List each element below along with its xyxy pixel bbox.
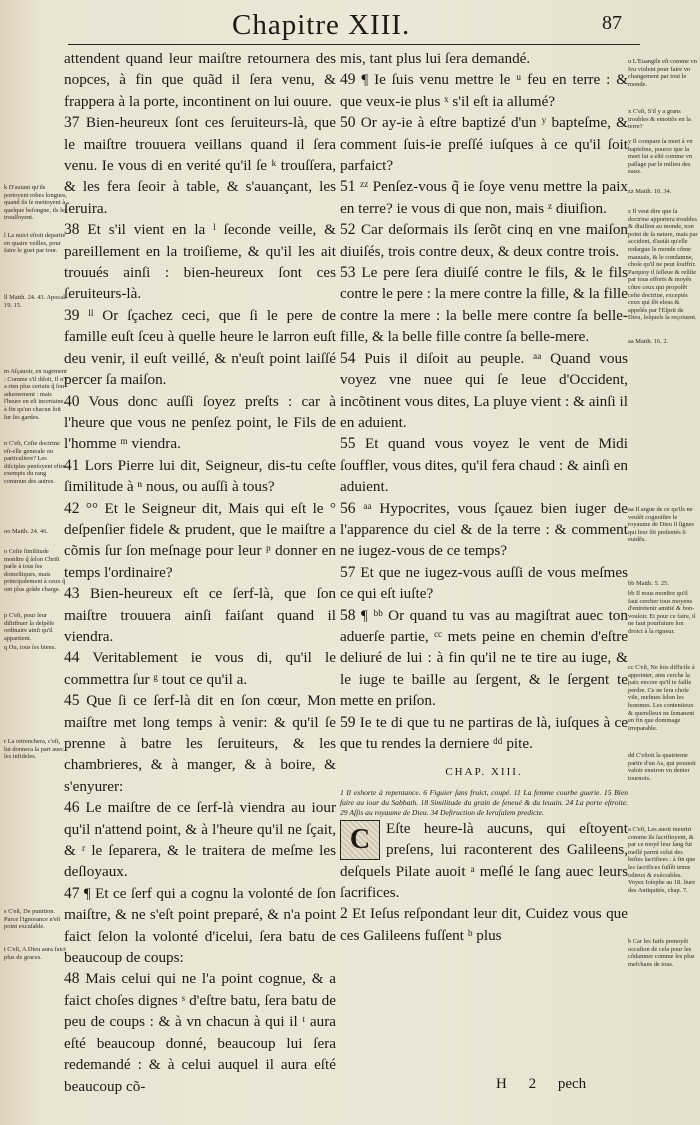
verse-text: °° Et le Seigneur dit, Mais qui eſt le ° deſpenſier fidele & prudent, que le maiſtre a cõmis ſur ſon meſnage pour leur ᵖ donner en temps l'ordinaire? [64, 499, 337, 581]
verse-number: 43 [64, 585, 80, 603]
verse-number: 53 [340, 264, 356, 282]
margin-note: bb Il nous monſtre qu'il faut cercher tous moyens d'entretenir amitié & bon-vouloir. Et pour ce faire, il ne faut pourſuiure ſon droict à la rigueur. [628, 590, 696, 635]
verse [340, 433, 628, 497]
verse-number: 38 [64, 221, 80, 239]
verse-text: ˡˡ Or ſçachez ceci, que ſi le pere de famille euſt ſceu à quelle heure le larron euſt deu venir, il euſt veillé, & n'euſt point laiſſé percer ſa maiſon. [64, 306, 336, 389]
margin-note: z Il veut dire que ſa doctrine apportera troubles & diuiſion au monde, non point de ſa nature, mais par accident, d'autãt qu'elle redargue le monde cõme mauuais, & le condamne, choſe qu'il ne peut ſouffrir. Parquoy il ſeſleue & reſiſte par tous efforts & moyẽs côtre ceux qui propoſẽt ceſte doctrine, exceptés ceux qui ſõt eleus & appelés par l'Eſprit de Dieu, leſquels la reçoiuent. [628, 208, 698, 322]
verse-2-text: Et Ieſus reſpondant leur dit, Cuidez vous que ces Galileens fuſſent ᵇ plus [340, 905, 629, 944]
verse-number: 37 [64, 114, 80, 132]
verse-text: attendent quand leur maiſtre retournera des nopces, à fin que quãd il ſera venu, & frappera à la porte, incontinent on lui ouure. [64, 50, 336, 110]
margin-note: bb Matth. 5. 25. [628, 580, 669, 587]
verse [64, 219, 336, 305]
page-number: 87 [602, 12, 622, 34]
verse [340, 219, 628, 262]
margin-note: u L'Euangile eſt comme vn feu violent pour faire vn changement par tout le monde. [628, 58, 697, 88]
margin-note: cc C'eſt, Ne ſois difficile à appointer, ains cerche la paix encore qu'il te faille perdre. Ce ne ſera choſe vile, meſmes ſelon les hommes. Les contentieux & querelleux ne ſemanent en fin que dommage irreparable. [628, 664, 695, 732]
verse-text: Or ay-ie à eſtre baptizé d'un ʸ bapteſme, & comment ſuis-ie preſſé iuſques à ce qu'il ſoit parfaict? [340, 114, 628, 175]
verse-text: Que ſi ce ſerf-là dit en ſon cœur, Mon maiſtre met long temps à venir: & qu'il ſe prenne à batre les ſeruiteurs, & les chambrieres, & à manger, & à boire, & s'enyurer: [64, 692, 336, 795]
verse-text: Et que ne iugez-vous auſſi de vous meſmes ce qui eſt iuſte? [340, 563, 629, 603]
verse-number: 40 [64, 392, 80, 410]
margin-note: y Il compare ſa mort à vn bapteſme, pource que la mort lui a eſté comme vn paſſage par le milieu des eaux. [628, 138, 693, 176]
catchword: pech [557, 1076, 587, 1092]
verse [340, 262, 628, 348]
page-footer [496, 1076, 636, 1093]
verse-number: 52 [340, 221, 356, 239]
verse-number: 48 [64, 970, 80, 988]
running-head: Chapitre XIII. [232, 9, 411, 41]
margin-note: zz Matth. 10. 34. [628, 188, 672, 195]
margin-note: m Aſçauoir, en iugement : Comme s'il diſoit, Il n'y a rien plus certain q̃ ſon aduenement : mais l'heure en eſt incertaine, à fin qu'un chacun ſoit ſur ſes gardes. [4, 368, 68, 421]
verse-number: 56 [340, 499, 356, 517]
chapter-heading: CHAP. XIII. [445, 766, 523, 779]
margin-note: oo Matth. 24. 46. [4, 528, 49, 535]
verse-text: Lors Pierre lui dit, Seigneur, dis-tu ceſte ſimilitude à ⁿ nous, ou auſſi à tous? [64, 456, 336, 496]
verse [64, 498, 336, 584]
verse [340, 562, 628, 605]
verse-number: 45 [64, 692, 80, 710]
verse-number: 49 [340, 71, 356, 89]
verse-text: Le pere ſera diuiſé contre le fils, & le fils contre le pere : la mere contre la fille, & la fille contre la mere : la belle mere contre ſa belle-fille, & la belle fille contre ſa belle-mere. [340, 264, 628, 346]
verse-text: Bien-heureux ſont ces ſeruiteurs-là, que le maiſtre trouuera veillans quand il ſera venu. Ie vous di en verité qu'il ſe ᵏ trouſſera, & les fera ſeoir à table, & s'auançant, les ſeruira. [64, 114, 336, 217]
verse-number: 55 [340, 435, 356, 453]
verse-text: mis, tant plus lui ſera demandé. [340, 50, 531, 67]
margin-note: x C'eſt, S'il y a grans troubles & emotiõs en la terre? [628, 108, 691, 131]
verse [64, 690, 336, 797]
chapter-summary: 1 Il exhorte à repentance. 6 Figuier ſans fruict, coupé. 11 La femme courbe guerie. 15 Bien faire au iour du Sabbath. 18 Similitude du grain de ſeneué & du leuain. 24 La porte eſtroite. 29 Aſſis au royaume de Dieu. 34 Deſtruction de Ieruſalem predicte. [340, 787, 628, 817]
verse [340, 605, 628, 712]
margin-note: b Car les Iuifs prenoyẽt occaſion de cela pour les cõdamner comme les plus meſchans de tous. [628, 938, 695, 968]
verse [64, 112, 336, 219]
verse-number: 54 [340, 349, 356, 367]
margin-note: s C'eſt, De punition. Parce l'ignorance n'eſt point excuſable. [4, 908, 61, 931]
verse-number: 39 [64, 306, 80, 324]
verse [64, 391, 336, 455]
verse-text: Puis il diſoit au peuple. ᵃᵃ Quand vous voyez vne nuee qui ſe leue d'Occident, incõtinent vous dites, La pluye vient : & ainſi il en aduient. [340, 349, 628, 431]
verse-number: 2 [340, 905, 348, 923]
verse-text: ᶻᶻ Penſez-vous q̃ ie ſoye venu mettre la paix en terre? ie vous di que non, mais ᶻ diuiſion. [340, 178, 629, 217]
verse-number: 41 [64, 456, 80, 474]
verse-number: 57 [340, 563, 356, 581]
verse-number: 46 [64, 799, 80, 817]
margin-note: l La nuict eſtoit departie en quatre veilles, pour faire le guet par tour. [4, 232, 66, 255]
right-column-verses [340, 48, 628, 754]
verse-text: ᵃᵃ Hypocrites, vous ſçauez bien iuger de l'apparence du ciel & de la terre : & comment ne iugez-vous de ce temps? [340, 499, 629, 560]
margin-note: t C'eſt, A Dieu aura faict plus de graces. [4, 946, 66, 961]
verse-number: 58 [340, 606, 356, 624]
verse [64, 455, 336, 498]
verse-text: Veritablement ie vous di, qu'il le commettra ſur ᵍ tout ce qu'il a. [64, 649, 336, 688]
verse [64, 968, 336, 1096]
verse [340, 498, 628, 562]
verse [340, 348, 628, 434]
verse-number: 47 [64, 884, 80, 902]
verse [340, 712, 628, 755]
margin-note: q Ou, tous ſes biens. [4, 644, 56, 651]
margin-note: k D'autant qu'ils portoyent robes longues, quand ils ſe mettoyent à quelque beſongne, ils les trouſſoyent. [4, 184, 68, 222]
verse [64, 48, 336, 112]
margin-note: r La retrenchera, c'eſt, lui donnera ſa part auec les infideles. [4, 738, 64, 761]
margin-note: p C'eſt, pour leur diſtribuer la deſpẽſe ordinaire ainſi qu'il appartient. [4, 612, 55, 642]
decorated-initial: C [340, 820, 380, 860]
margin-note: n C'eſt, Ceſte doctrine eſt-elle generale ou particuliere? Les diſciples penſoyent eſtre exempts du rang commun des autres. [4, 440, 66, 485]
verse [64, 305, 336, 391]
margin-note: o Ceſte ſimilitude monſtre q̃ ſelon Chriſt parle à tous ſes domeſtiques, mais principalement à ceux q̃ ont plus grãde charge. [4, 548, 66, 593]
verse-text: Car deſormais ils ſerõt cinq en vne maiſon diuiſés, trois contre deux, & deux contre trois. [340, 221, 629, 260]
verse-text: Bien-heureux eſt ce ſerf-là, que ſon maiſtre trouuera ainſi faiſant quand il viendra. [64, 585, 337, 645]
margin-note: aa Il argue de ce qu'ils ne veulẽt cognoiſtre le royaume de Dieu ſi ſignes qui leur ſõt preſentés ſi euidẽs. [628, 506, 695, 544]
chapter-verse-1 [340, 818, 628, 904]
verse [64, 583, 336, 647]
verse [340, 176, 628, 219]
verse-text: Et quand vous voyez le vent de Midi ſouffler, vous dites, qu'il fera chaud : & ainſi en aduient. [340, 435, 628, 496]
verse-number: 51 [340, 178, 356, 196]
verse-number: 59 [340, 713, 356, 731]
margin-note: aa Matth. 16. 2. [628, 338, 669, 345]
verse-text: ¶ Ie ſuis venu mettre le ᵘ feu en terre : & que veux-ie plus ˣ s'il eſt ia allumé? [340, 71, 629, 110]
verse-number: 42 [64, 499, 80, 517]
margin-note: ll Matth. 24. 43. Apocal. 19. 15. [4, 294, 67, 309]
header-rule [68, 44, 640, 45]
verse [64, 883, 336, 969]
verse-text: ¶ Et ce ſerf qui a cognu la volonté de ſon maiſtre, & ne s'eſt point preparé, & n'a point faict ſelon la volonté d'icelui, ſera batu de beaucoup de coups: [64, 884, 336, 967]
verse-1-text: Eſte heure-là aucuns, qui eſtoyent preſens, lui raconterent des Galileens, deſquels Pilate auoit ᵃ meſlé le ſang auec leurs ſacrifices. [340, 819, 628, 902]
margin-note: a C'eſt, Les auoit meurtri comme ils ſacrifioyent, & par ce moyẽ leur ſang fut meſlé parmi celui des beſtes ſacrifiees : à fin que les ſacrifices fuſſẽt tenus odieux & exécrables. Voyez Ioſephe au 18. liure des Antiquités, chap. 7. [628, 826, 696, 894]
verse [340, 112, 628, 176]
left-text-column [64, 48, 336, 1097]
verse-text: Et s'il vient en la ˡ ſeconde veille, & pareillement en la troiſieme, & qu'il les ait trouués ainſi : bien-heureux ſont ces ſeruiteurs-là. [64, 221, 336, 303]
margin-note: dd C'eſtoit la quatrieme partie d'un As, qui pouuoit valoir enuiron vn denier tournois. [628, 752, 696, 782]
verse-text: Vous donc auſſi ſoyez preſts : car à l'heure que vous ne penſez point, le Fils de l'homme ᵐ viendra. [64, 392, 336, 453]
verse-number: 44 [64, 649, 80, 667]
chapter-verse-2 [340, 903, 628, 946]
verse [340, 48, 628, 69]
verse-text: Ie te di que tu ne partiras de là, iuſques à ce que tu rendes la derniere ᵈᵈ pite. [340, 713, 628, 752]
signature-letter: H [496, 1076, 507, 1092]
signature-number: 2 [528, 1076, 537, 1092]
verse [64, 647, 336, 690]
right-text-column [340, 48, 628, 946]
verse-text: ¶ ᵇᵇ Or quand tu vas au magiſtrat auec ton aduerſe partie, ᶜᶜ mets peine en chemin d'eſtre deliuré de lui : à fin qu'il ne te tire au iuge, & le iuge te baille au ſergent, & le ſergent te mette en priſon. [340, 606, 628, 710]
verse-text: Mais celui qui ne l'a point cognue, & a faict choſes dignes ˢ d'eſtre batu, ſera batu de peu de coups : & à vn chacun à qui il ᵗ aura eſté beaucoup donné, beaucoup lui ſera redemandé : & à celui auquel il aura eſté beaucoup cõ- [64, 970, 336, 1095]
verse-number: 50 [340, 114, 356, 132]
verse [64, 797, 336, 883]
verse [340, 69, 628, 112]
verse-text: Le maiſtre de ce ſerf-là viendra au iour qu'il n'attend point, & à l'heure qu'il ne ſçait, & ʳ le ſeparera, & le traitera de meſme les deſloyaux. [64, 799, 337, 881]
